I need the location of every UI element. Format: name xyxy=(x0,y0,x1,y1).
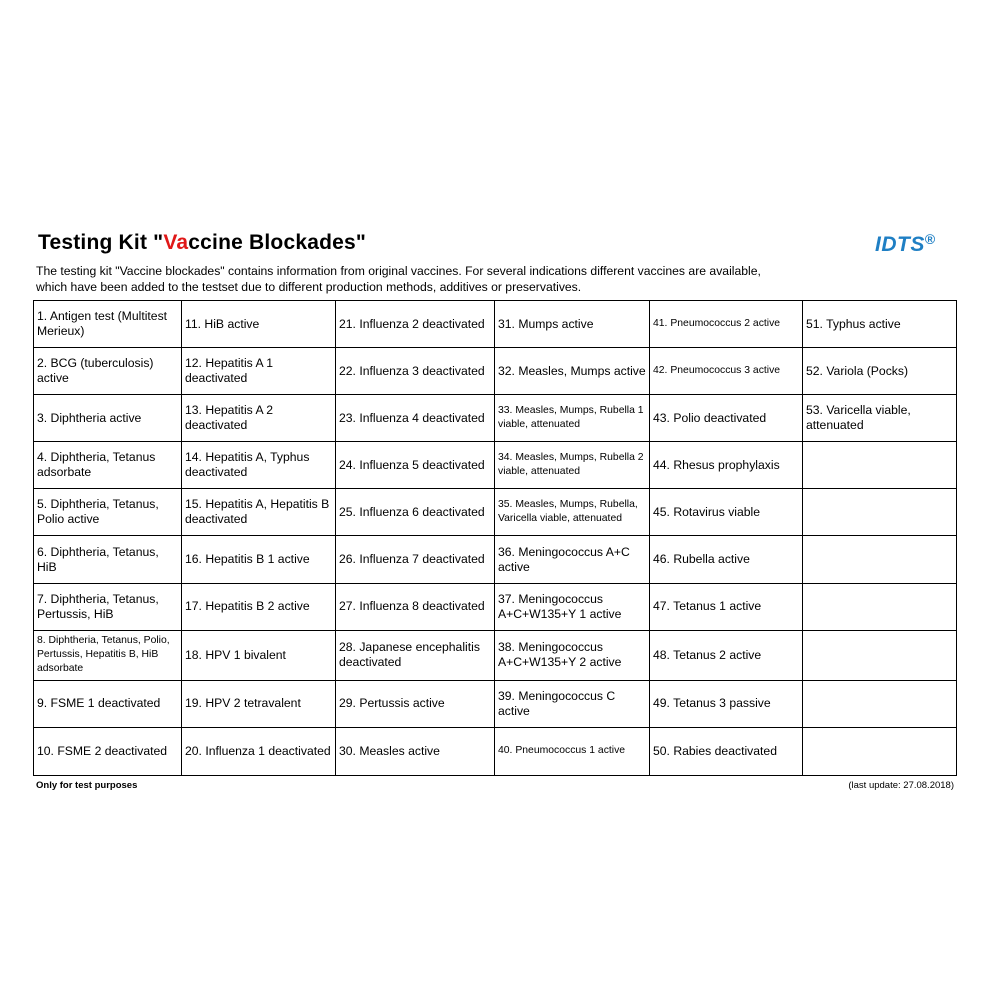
title-highlight: Va xyxy=(163,231,189,254)
table-cell: 39. Meningococcus C active xyxy=(495,680,650,727)
table-row xyxy=(34,727,957,775)
table-cell: 29. Pertussis active xyxy=(336,680,495,727)
empty-cell xyxy=(803,442,957,489)
idts-logo xyxy=(875,233,936,257)
table-cell: 52. Variola (Pocks) xyxy=(803,348,957,395)
table-cell: 10. FSME 2 deactivated xyxy=(34,727,182,775)
table-cell: 14. Hepatitis A, Typhus deactivated xyxy=(182,442,336,489)
table-row xyxy=(34,301,957,348)
table-cell: 48. Tetanus 2 active xyxy=(650,630,803,680)
table-cell: 45. Rotavirus viable xyxy=(650,489,803,536)
table-cell: 42. Pneumococcus 3 active xyxy=(650,348,803,395)
table-row xyxy=(34,442,957,489)
table-row xyxy=(34,536,957,583)
intro-line-1: The testing kit "Vaccine blockades" contains information from original vaccines. For several indications different vaccines are available, xyxy=(36,264,761,278)
table-cell: 21. Influenza 2 deactivated xyxy=(336,301,495,348)
last-update: (last update: 27.08.2018) xyxy=(848,780,954,791)
table-cell: 5. Diphtheria, Tetanus, Polio active xyxy=(34,489,182,536)
empty-cell xyxy=(803,583,957,630)
table-cell: 49. Tetanus 3 passive xyxy=(650,680,803,727)
table-cell: 18. HPV 1 bivalent xyxy=(182,630,336,680)
empty-cell xyxy=(803,536,957,583)
table-cell: 40. Pneumococcus 1 active xyxy=(495,727,650,775)
table-cell: 38. Meningococcus A+C+W135+Y 2 active xyxy=(495,630,650,680)
table-cell: 19. HPV 2 tetravalent xyxy=(182,680,336,727)
table-cell: 33. Measles, Mumps, Rubella 1 viable, attenuated xyxy=(495,395,650,442)
table-cell: 20. Influenza 1 deactivated xyxy=(182,727,336,775)
table-row xyxy=(34,348,957,395)
registered-mark: ® xyxy=(924,231,936,247)
table-cell: 22. Influenza 3 deactivated xyxy=(336,348,495,395)
vaccine-table xyxy=(33,300,957,776)
table-cell: 44. Rhesus prophylaxis xyxy=(650,442,803,489)
table-cell: 35. Measles, Mumps, Rubella, Varicella viable, attenuated xyxy=(495,489,650,536)
table-cell: 47. Tetanus 1 active xyxy=(650,583,803,630)
table-row xyxy=(34,630,957,680)
empty-cell xyxy=(803,630,957,680)
table-cell: 43. Polio deactivated xyxy=(650,395,803,442)
table-cell: 31. Mumps active xyxy=(495,301,650,348)
logo-text: IDTS xyxy=(875,233,925,256)
title-prefix: Testing Kit " xyxy=(38,231,164,254)
table-cell: 17. Hepatitis B 2 active xyxy=(182,583,336,630)
table-cell: 23. Influenza 4 deactivated xyxy=(336,395,495,442)
table-cell: 46. Rubella active xyxy=(650,536,803,583)
table-cell: 11. HiB active xyxy=(182,301,336,348)
empty-cell xyxy=(803,680,957,727)
table-cell: 34. Measles, Mumps, Rubella 2 viable, attenuated xyxy=(495,442,650,489)
table-cell: 7. Diphtheria, Tetanus, Pertussis, HiB xyxy=(34,583,182,630)
table-cell: 36. Meningococcus A+C active xyxy=(495,536,650,583)
table-cell: 15. Hepatitis A, Hepatitis B deactivated xyxy=(182,489,336,536)
table-cell: 4. Diphtheria, Tetanus adsorbate xyxy=(34,442,182,489)
table-cell: 26. Influenza 7 deactivated xyxy=(336,536,495,583)
table-cell: 53. Varicella viable, attenuated xyxy=(803,395,957,442)
table-cell: 1. Antigen test (Multitest Merieux) xyxy=(34,301,182,348)
table-cell: 37. Meningococcus A+C+W135+Y 1 active xyxy=(495,583,650,630)
table-cell: 2. BCG (tuberculosis) active xyxy=(34,348,182,395)
table-row xyxy=(34,489,957,536)
footer-note: Only for test purposes xyxy=(36,780,138,791)
table-row xyxy=(34,583,957,630)
table-cell: 50. Rabies deactivated xyxy=(650,727,803,775)
table-cell: 25. Influenza 6 deactivated xyxy=(336,489,495,536)
empty-cell xyxy=(803,727,957,775)
table-cell: 3. Diphtheria active xyxy=(34,395,182,442)
table-cell: 13. Hepatitis A 2 deactivated xyxy=(182,395,336,442)
intro-line-2: which have been added to the testset due to different production methods, additives or preservatives. xyxy=(36,279,582,294)
table-cell: 12. Hepatitis A 1 deactivated xyxy=(182,348,336,395)
table-cell: 16. Hepatitis B 1 active xyxy=(182,536,336,583)
table-cell: 51. Typhus active xyxy=(803,301,957,348)
title-suffix: ccine Blockades" xyxy=(188,231,367,254)
table-cell: 6. Diphtheria, Tetanus, HiB xyxy=(34,536,182,583)
intro-paragraph xyxy=(36,264,956,295)
table-row xyxy=(34,395,957,442)
table-cell: 32. Measles, Mumps active xyxy=(495,348,650,395)
table-cell: 24. Influenza 5 deactivated xyxy=(336,442,495,489)
table-cell: 28. Japanese encephalitis deactivated xyxy=(336,630,495,680)
table-cell: 30. Measles active xyxy=(336,727,495,775)
table-cell: 27. Influenza 8 deactivated xyxy=(336,583,495,630)
empty-cell xyxy=(803,489,957,536)
table-cell: 41. Pneumococcus 2 active xyxy=(650,301,803,348)
table-row xyxy=(34,680,957,727)
table-cell: 8. Diphtheria, Tetanus, Polio, Pertussis, Hepatitis B, HiB adsorbate xyxy=(34,630,182,680)
page-title xyxy=(38,231,366,255)
table-cell: 9. FSME 1 deactivated xyxy=(34,680,182,727)
vaccine-table-body xyxy=(34,301,957,776)
